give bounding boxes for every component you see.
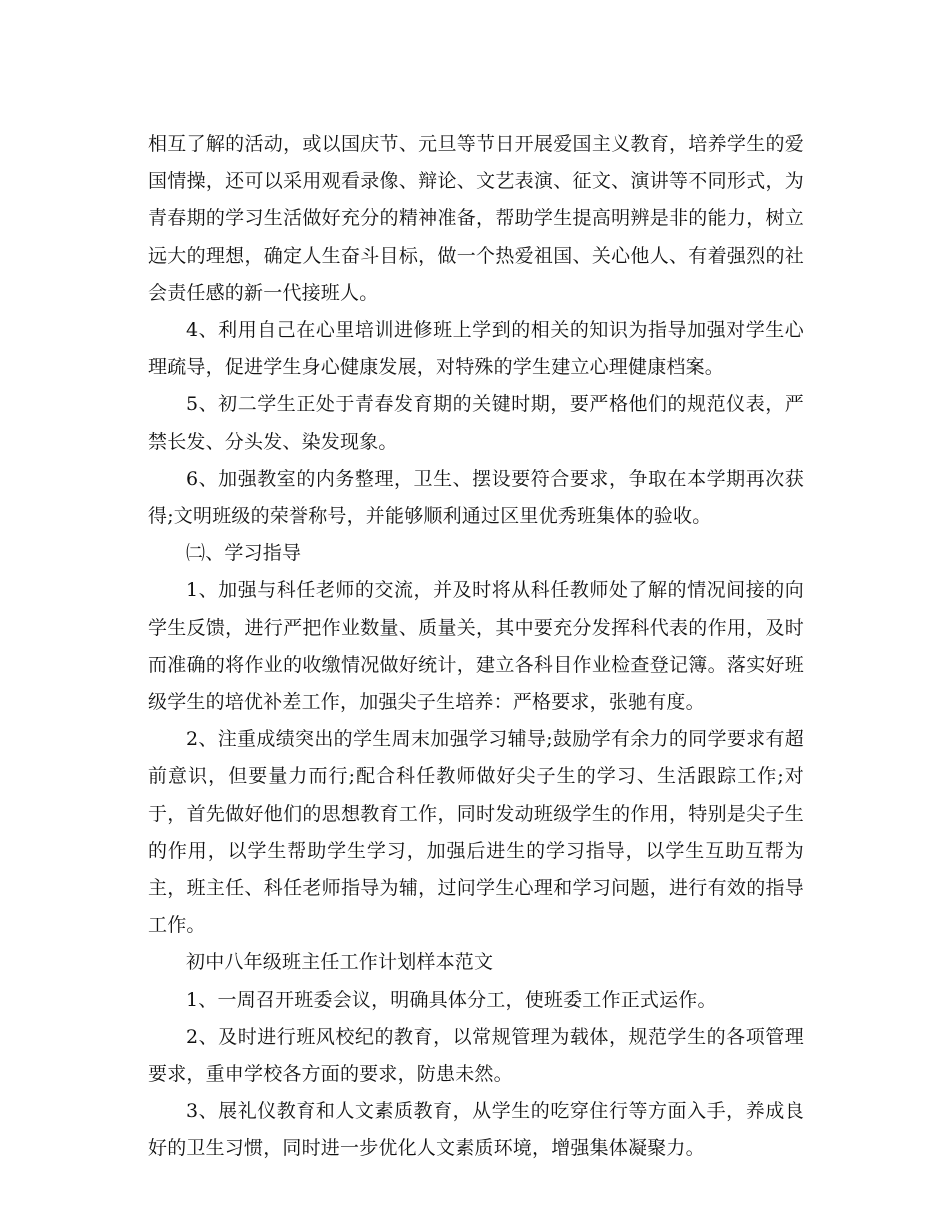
paragraph-4: 6、加强教室的内务整理，卫生、摆设要符合要求，争取在本学期再次获得;文明班级的荣誉称号，并能够顺利通过区里优秀班集体的验收。 [148,467,804,528]
section-heading-sample-plan: 初中八年级班主任工作计划样本范文 [186,951,494,974]
paragraph-9: 3、展礼仪教育和人文素质教育，从学生的吃穿住行等方面入手，养成良好的卫生习惯，同时进一步优化人文素质环境，增强集体凝聚力。 [148,1100,804,1160]
section-heading-study-guidance: ㈡、学习指导 [186,542,302,565]
paragraph-6: 2、注重成绩突出的学生周末加强学习辅导;鼓励学有余力的同学要求有超前意识，但要量力而行;配合科任教师做好尖子生的学习、生活跟踪工作;对于，首先做好他们的思想教育工作，同时发动班级学生的作用，特别是尖子生的作用，以学生帮助学生学习，加强后进生的学习指导，以学生互助互帮为主，班主任、科任老师指导为辅，过问学生心理和学习问题，进行有效的指导工作。 [148,728,804,937]
paragraph-7: 1、一周召开班委会议，明确具体分工，使班委工作正式运作。 [186,988,717,1011]
paragraph-2: 4、利用自己在心里培训进修班上学到的相关的知识为指导加强对学生心理疏导，促进学生身心健康发展，对特殊的学生建立心理健康档案。 [148,319,804,379]
paragraph-3: 5、初二学生正处于青春发育期的关键时期，要严格他们的规范仪表，严禁长发、分头发、染发现象。 [148,393,804,453]
paragraph-8: 2、及时进行班风校纪的教育，以常规管理为载体，规范学生的各项管理要求，重申学校各方面的要求，防患未然。 [148,1025,804,1086]
document-body [148,126,804,1168]
paragraph-5: 1、加强与科任老师的交流，并及时将从科任教师处了解的情况间接的向学生反馈，进行严把作业数量、质量关，其中要充分发挥科代表的作用，及时而准确的将作业的收缴情况做好统计，建立各科目作业检查登记簿。落实好班级学生的培优补差工作，加强尖子生培养：严格要求，张驰有度。 [148,579,804,714]
paragraph-1: 相互了解的活动，或以国庆节、元旦等节日开展爱国主义教育，培养学生的爱国情操，还可以采用观看录像、辩论、文艺表演、征文、演讲等不同形式，为青春期的学习生活做好充分的精神准备，帮助学生提高明辨是非的能力，树立远大的理想，确定人生奋斗目标，做一个热爱祖国、关心他人、有着强烈的社会责任感的新一代接班人。 [148,133,804,304]
